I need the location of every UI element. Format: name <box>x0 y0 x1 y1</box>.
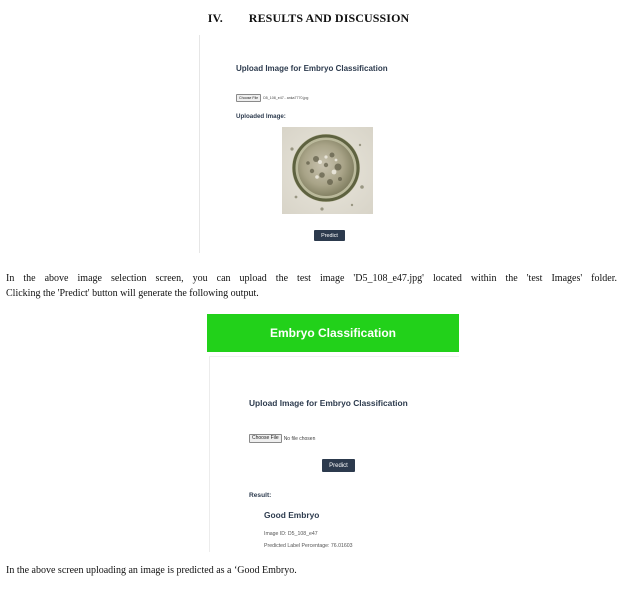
predict-button[interactable]: Predict <box>314 230 345 241</box>
choose-file-button[interactable]: Choose File <box>249 434 282 443</box>
upload-card <box>209 356 459 552</box>
uploaded-image-label: Uploaded Image: <box>236 113 286 120</box>
figure-result-screen <box>207 314 459 552</box>
embryo-image <box>282 127 373 214</box>
result-label: Result: <box>249 492 272 499</box>
no-file-text: No file chosen <box>283 435 316 442</box>
section-title: RESULTS AND DISCUSSION <box>248 11 410 25</box>
selected-file-name: D5_108_e47.. anka7770.jpg <box>263 96 309 100</box>
upload-title: Upload Image for Embryo Classification <box>249 398 408 408</box>
file-input-row <box>249 434 315 443</box>
file-input-row <box>236 94 308 102</box>
figure-upload-screen <box>199 35 421 253</box>
predict-button[interactable]: Predict <box>322 459 355 472</box>
app-header <box>207 314 459 352</box>
app-header-title: Embryo Classification <box>269 326 397 340</box>
choose-file-button[interactable]: Choose File <box>236 94 261 102</box>
paragraph-image-selection <box>6 271 617 301</box>
paragraph-line: Clicking the 'Predict' button will generate the following output. <box>6 288 259 299</box>
paragraph-line: In the above image selection screen, you can upload the test image 'D5_108_e47.jpg' located within the 'test Images' folder. <box>6 273 617 284</box>
paragraph-result: In the above screen uploading an image is predicted as a ‘Good Embryo. <box>6 565 297 576</box>
upload-title: Upload Image for Embryo Classification <box>236 64 388 73</box>
result-percentage: Predicted Label Percentage: 76.01603 <box>264 543 353 549</box>
section-number: IV. <box>207 11 223 25</box>
result-image-id: Image ID: D5_108_e47 <box>264 531 318 537</box>
result-class: Good Embryo <box>264 510 320 520</box>
section-heading <box>0 11 617 26</box>
